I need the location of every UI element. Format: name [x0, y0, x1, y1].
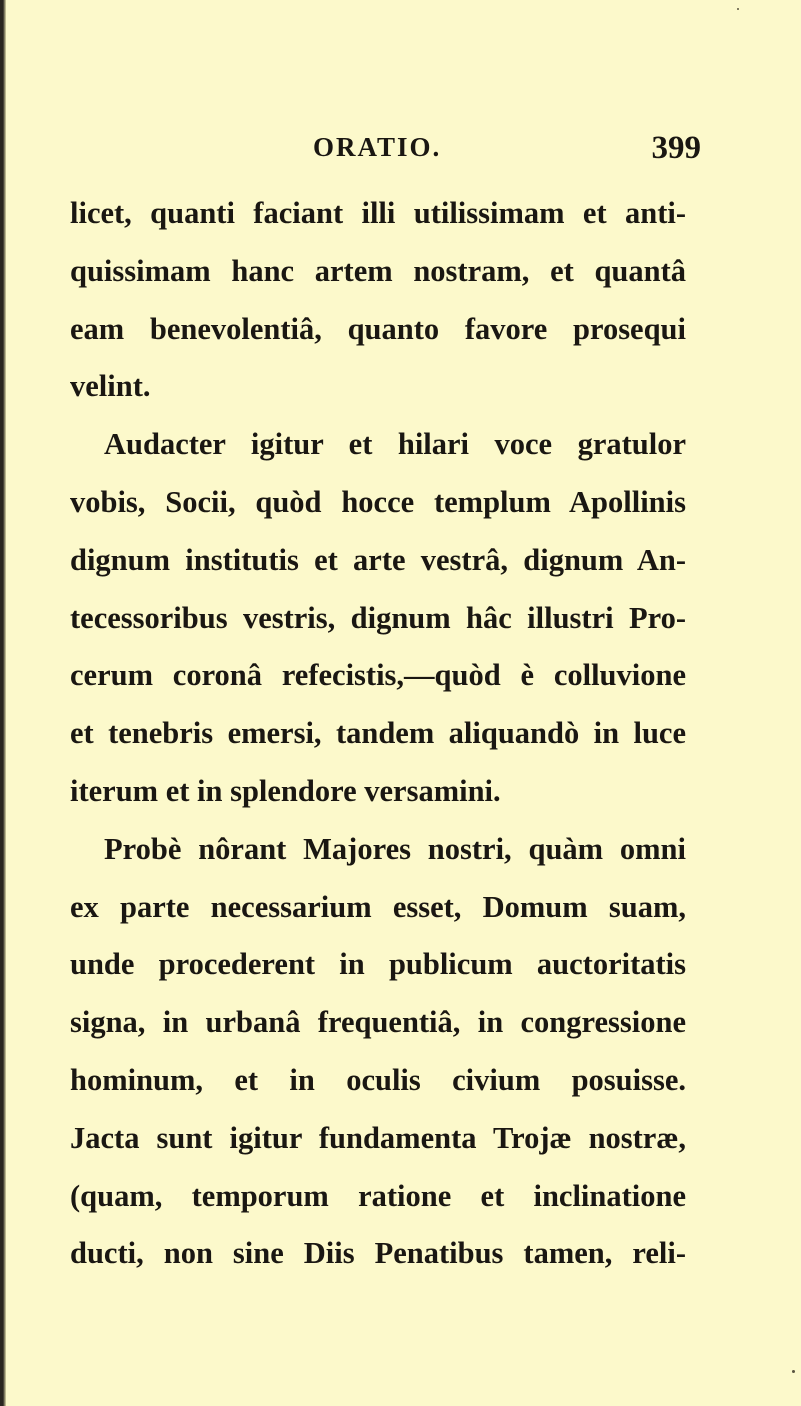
text-line: tecessoribus vestris, dignum hâc illustri Pro-	[70, 600, 686, 635]
text-line: ex parte necessarium esset, Domum suam,	[70, 889, 686, 924]
running-head: ORATIO.	[313, 132, 442, 162]
text-line: licet, quanti faciant illi utilissimam et anti-	[70, 196, 686, 230]
paper-speck	[737, 8, 739, 10]
text-line: Audacter igitur et hilari voce gratulor	[104, 427, 686, 462]
text-line: unde procederent in publicum auctoritatis	[70, 947, 686, 982]
text-line: Jacta sunt igitur fundamenta Trojæ nostræ,	[70, 1120, 686, 1155]
text-line: velint.	[70, 369, 151, 404]
text-line: et tenebris emersi, tandem aliquandò in luce	[70, 716, 686, 751]
paper-speck	[792, 1370, 795, 1373]
text-line: cerum coronâ refecistis,—quòd è colluvione	[70, 658, 686, 693]
page-left-edge	[0, 0, 6, 1406]
text-line: ducti, non sine Diis Penatibus tamen, reli-	[70, 1236, 686, 1271]
text-line: iterum et in splendore versamini.	[70, 773, 501, 808]
text-line: signa, in urbanâ frequentiâ, in congressione	[70, 1005, 686, 1040]
page-header	[0, 130, 801, 180]
text-line: eam benevolentiâ, quanto favore prosequi	[70, 311, 686, 346]
text-line: hominum, et in oculis civium posuisse.	[70, 1062, 686, 1097]
text-line: dignum institutis et arte vestrâ, dignum An-	[70, 542, 686, 577]
body-text	[70, 185, 686, 1283]
text-line: (quam, temporum ratione et inclinatione	[70, 1178, 686, 1213]
text-line: Probè nôrant Majores nostri, quàm omni	[104, 831, 686, 866]
page-number: 399	[651, 130, 701, 166]
text-line: quissimam hanc artem nostram, et quantâ	[70, 253, 686, 288]
text-line: vobis, Socii, quòd hocce templum Apollinis	[70, 484, 686, 519]
